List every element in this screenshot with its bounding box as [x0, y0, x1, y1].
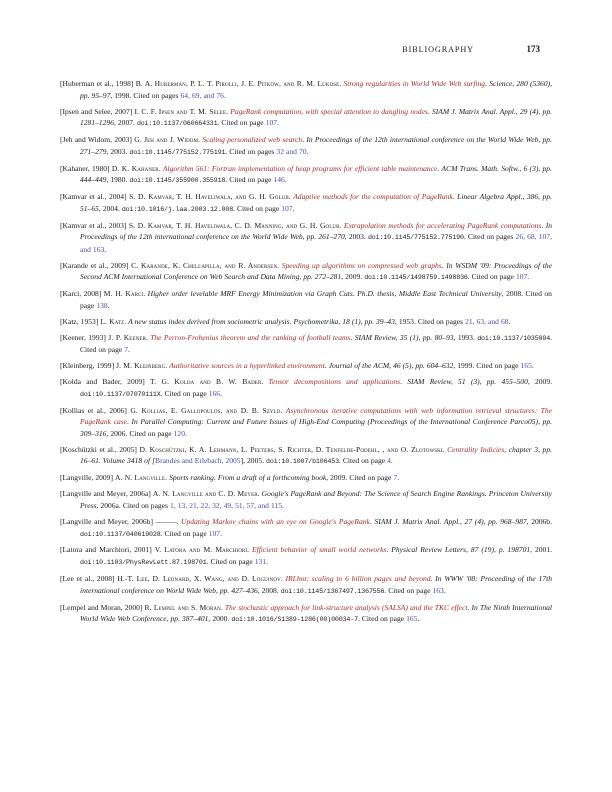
- entry-key: [Kollias et al., 2006]: [60, 405, 127, 415]
- entry-doi[interactable]: doi:10.1016/S1389-1286(00)00034-7: [231, 615, 358, 624]
- entry-year: 2003: [348, 232, 364, 242]
- entry-authors: R. Lempel and S. Moran: [144, 602, 221, 612]
- entry-cited-label: Cited on page: [210, 557, 253, 567]
- bibliography-entry: [Jeh and Widom, 2003] G. Jeh and J. Widom. Scaling personalized web search. In Proceedings of the 12th international conference on the World Wide Web, pp. 271–279, 2003. doi:10.1145/775152.775191. Cited on pages 32 and 70.: [60, 135, 552, 156]
- bibliography-entry: [Lempel and Moran, 2000] R. Lempel and S. Moran. The stochastic approach for link-structure analysis (SALSA) and the TKC effect. In The Ninth International World Wide Web Conference, pp. 387–401, 2000. doi:10.1016/S1389-1286(00)00034-7. Cited on page 165.: [60, 602, 552, 624]
- entry-key: [Lempel and Moran, 2000]: [60, 602, 143, 612]
- entry-cited-label: Cited on page: [388, 585, 431, 595]
- entry-authors: H.-T. Lee, D. Leonard, X. Wang, and D. Loguinov: [117, 574, 281, 584]
- entry-doi[interactable]: doi:10.1137/1035004: [477, 333, 551, 342]
- entry-cited-pages[interactable]: 107: [265, 118, 278, 128]
- entry-title: Higher order levelable MRF Energy Minimization via Graph Cuts: [147, 289, 353, 299]
- bibliography-entry: [Lee et al., 2008] H.-T. Lee, D. Leonard, X. Wang, and D. Loguinov. IRLbot: scaling to 6 billion pages and beyond. In WWW '08: Proceeding of the 17th international conference on World Wide Web, pp. 427–436, 2008. doi:10.1145/1367497.1367556. Cited on page 163.: [60, 574, 552, 595]
- entry-cited-label: Cited on pages: [133, 90, 179, 100]
- entry-cited-label: Cited on page: [342, 456, 386, 466]
- entry-title: A new status index derived from sociometric analysis: [128, 316, 290, 326]
- entry-cited-pages[interactable]: 1, 13, 21, 22, 32, 49, 51, 57, and 115: [170, 500, 282, 510]
- entry-doi[interactable]: doi:10.1137/060664331: [136, 119, 218, 128]
- entry-authors: G. Jeh and J. Widom: [134, 135, 199, 145]
- entry-venue: In WSDM '09: Proceedings of the Second ACM International Conference on Web Search and Data Mining, pp. 272–281: [80, 260, 552, 282]
- entry-cited-label: Cited on page: [164, 388, 207, 398]
- entry-authors-repeat-dash: ———: [155, 516, 177, 526]
- entry-year: 2009: [330, 473, 346, 483]
- entry-cited-pages[interactable]: 107: [208, 528, 221, 538]
- entry-venue: In Proceedings of the 12th international conference on the World Wide Web, pp. 271–279: [80, 135, 552, 156]
- entry-venue: Linear Algebra Appl., 386, pp. 51–65: [80, 192, 552, 213]
- entry-cited-pages[interactable]: 26, 68, 107, and 163: [80, 232, 552, 254]
- entry-cited-label: Cited on page: [229, 175, 272, 185]
- entry-key: [Kleinberg, 1999]: [60, 361, 115, 371]
- entry-cited-pages[interactable]: 165: [520, 361, 532, 371]
- entry-title[interactable]: Strong regularities in World Wide Web surfing: [343, 79, 486, 88]
- entry-key: [Jeh and Widom, 2003]: [60, 135, 132, 145]
- entry-cited-pages[interactable]: 163: [432, 585, 444, 595]
- entry-year: 2001: [535, 545, 551, 555]
- entry-cited-label: Cited on page: [80, 289, 552, 310]
- running-head-title: BIBLIOGRAPHY: [402, 45, 474, 54]
- bibliography-entry: [Kolda and Bader, 2009] T. G. Kolda and B. W. Bader. Tensor decompositions and applications. SIAM Review, 51 (3), pp. 455–500, 2009. doi:10.1137/07070111X. Cited on page 166.: [60, 377, 552, 398]
- entry-authors: S. D. Kamvar, T. H. Haveliwala, and G. H. Golub: [129, 192, 289, 202]
- entry-key: [Katz, 1953]: [60, 316, 99, 326]
- entry-key: [Kahaner, 1980]: [60, 163, 110, 173]
- entry-cited-label: Cited on page: [80, 345, 123, 355]
- bibliography-entry: [Langville and Meyer, 2006a] A. N. Langville and C. D. Meyer. Google's PageRank and Beyond: The Science of Search Engine Rankings. Princeton University Press, 2006a. Cited on pages 1, 13, 21, 22, 32, 49, 51, 57, and 115.: [60, 489, 552, 510]
- entry-doi[interactable]: doi:10.1145/355900.355918: [129, 176, 226, 185]
- entry-key: [Huberman et al., 1998]: [60, 79, 134, 88]
- entry-cited-label: Cited on page: [221, 118, 264, 128]
- bibliography-entry: [Kahaner, 1980] D. K. Kahaner. Algorithm 561: Fortran implementation of heap programs for efficient table maintenance. ACM Trans. Math. Softw., 6 (3), pp. 444–449, 1980. doi:10.1145/355900.355918. Cited on page 146.: [60, 163, 552, 185]
- entry-title[interactable]: Efficient behavior of small world networks: [252, 545, 387, 555]
- entry-key: [Ipsen and Selee, 2007]: [60, 106, 133, 116]
- bibliography-entry: [Huberman et al., 1998] B. A. Huberman, P. L. T. Pirolli, J. E. Pitkow, and R. M. Lukose. Strong regularities in World Wide Web surfing. Science, 280 (5360), pp. 95–97, 1998. Cited on pages 64, 69, and 76.: [60, 79, 552, 100]
- entry-doi[interactable]: doi:10.1145/775152.775191: [129, 147, 226, 156]
- entry-title[interactable]: IRLbot: scaling to 6 billion pages and beyond: [285, 574, 431, 584]
- entry-title[interactable]: Centrality Indicies: [447, 444, 505, 454]
- entry-cited-label: Cited on page: [361, 614, 405, 624]
- entry-venue: Journal of the ACM, 46 (5), pp. 604–632: [328, 361, 454, 371]
- entry-crossref-link[interactable]: Brandes and Erlebach, 2005: [155, 456, 241, 466]
- entry-venue: Psychometrika, 18 (1), pp. 39–43: [293, 316, 395, 326]
- entry-key: [Lee et al., 2008]: [60, 574, 115, 584]
- entry-cited-pages[interactable]: 7: [393, 473, 398, 483]
- entry-doi[interactable]: doi:10.1137/040619028: [80, 529, 161, 538]
- entry-year: 1993: [457, 332, 473, 342]
- entry-venue: In Proceedings of the 12th international conference on the World Wide Web, pp. 261–270: [80, 220, 552, 242]
- entry-cited-label: Cited on page: [349, 473, 392, 483]
- entry-year: 2006b: [531, 516, 551, 526]
- bibliography-entry: [Keener, 1993] J. P. Keener. The Perron-Frobenius theorem and the ranking of football teams. SIAM Review, 35 (1), pp. 80–93, 1993. doi:10.1137/1035004. Cited on page 7.: [60, 332, 552, 355]
- entry-cited-pages[interactable]: 4: [387, 456, 391, 466]
- entry-doi[interactable]: doi:10.1016/j.laa.2003.12.008: [121, 204, 234, 213]
- entry-cited-label: Cited on pages: [417, 316, 464, 326]
- entry-venue: SIAM Review, 35 (1), pp. 80–93: [354, 332, 454, 342]
- entry-key: [Karci, 2008]: [60, 289, 102, 299]
- bibliography-entry: [Langville and Meyer, 2006b] ———. Updating Markov chains with an eye on Google's PageRank. SIAM J. Matrix Anal. Appl., 27 (4), pp. 968–987, 2006b. doi:10.1137/040619028. Cited on page 107.: [60, 516, 552, 538]
- entry-title[interactable]: PageRank computation, with special attention to dangling nodes: [230, 106, 428, 116]
- entry-year: 2008: [506, 289, 522, 299]
- entry-title: Google's PageRank and Beyond: The Science of Search Engine Rankings: [261, 489, 485, 499]
- entry-key: [Karande et al., 2009]: [60, 260, 129, 270]
- entry-cited-pages[interactable]: 107: [281, 203, 293, 213]
- entry-cited-label: Cited on page: [476, 361, 519, 371]
- entry-venue: SIAM J. Matrix Anal. Appl., 27 (4), pp. 968–987: [374, 516, 527, 526]
- entry-venue: From a draft of a forthcoming book: [217, 473, 327, 483]
- entry-doi[interactable]: doi:10.1007/b106453: [266, 457, 339, 466]
- entry-cited-pages[interactable]: 64, 69, and 76: [180, 90, 224, 100]
- entry-doi[interactable]: doi:10.1103/PhysRevLett.87.198701: [80, 558, 207, 567]
- entry-title[interactable]: Speeding up algorithms on compressed web graphs: [281, 260, 442, 270]
- entry-year: 2003: [110, 146, 126, 156]
- bibliography-entry: [Koschützki et al., 2005] D. Koschützki, K. A. Lehmann, L. Peeters, S. Richter, D. Tenfelde-Podehl, , and O. Zlotowski. Centrality Indicies, chapter 3, pp. 16–61. Volume 3418 of [Brandes and Erlebach, 2005], 2005. doi:10.1007/b106453. Cited on page 4.: [60, 444, 552, 466]
- entry-cited-label: Cited on page: [129, 428, 172, 438]
- bibliography-entry: [Karci, 2008] M. H. Karci. Higher order levelable MRF Energy Minimization via Graph Cuts. Ph.D. thesis, Middle East Technical University, 2008. Cited on page 138.: [60, 289, 552, 310]
- entry-cited-pages[interactable]: 138: [96, 300, 108, 310]
- entry-venue: Science, 280 (5360), pp. 95–97: [80, 79, 552, 100]
- entry-venue: Physical Review Letters, 87 (19), p. 198701: [391, 545, 531, 555]
- entry-authors: V. Latora and M. Marchiori: [154, 545, 248, 555]
- entry-cited-pages[interactable]: 146: [273, 175, 285, 185]
- entry-authors: A. N. Langville: [115, 473, 166, 483]
- entry-title[interactable]: Authoritative sources in a hyperlinked environment: [169, 361, 325, 371]
- entry-authors: T. G. Kolda and B. W. Bader: [150, 377, 262, 387]
- entry-key: [Keener, 1993]: [60, 332, 106, 342]
- bibliography-entry: [Kamvar et al., 2004] S. D. Kamvar, T. H. Haveliwala, and G. H. Golub. Adaptive methods for the computation of PageRank. Linear Algebra Appl., 386, pp. 51–65, 2004. doi:10.1016/j.laa.2003.12.008. Cited on page 107.: [60, 192, 552, 213]
- entry-title[interactable]: Extrapolation methods for accelerating PageRank computations: [343, 220, 542, 230]
- entry-cited-label: Cited on pages: [467, 232, 514, 242]
- entry-venue-pre: , chapter 3, pp. 16–61. Volume 3418 of [: [80, 444, 552, 466]
- entry-venue: SIAM Review, 51 (3), pp. 455–500: [407, 377, 528, 387]
- entry-authors: D. K. Kahaner: [111, 163, 159, 173]
- entry-authors: G. Kollias, E. Gallopoulos, and D. B. Szyld: [130, 405, 281, 415]
- entry-doi[interactable]: doi:10.1145/1498759.1498836: [364, 273, 468, 282]
- entry-cited-label: Cited on page: [237, 203, 280, 213]
- entry-cited-label: Cited on page: [471, 272, 514, 282]
- entry-year: 1998: [114, 90, 130, 100]
- entry-authors: S. D. Kamvar, T. H. Haveliwala, C. D. Manning, and G. H. Golub: [128, 220, 340, 230]
- bibliography-entry: [Langville, 2009] A. N. Langville. Sports ranking. From a draft of a forthcoming book, 2009. Cited on page 7.: [60, 473, 400, 483]
- bibliography-entry: [Latora and Marchiori, 2001] V. Latora and M. Marchiori. Efficient behavior of small world networks. Physical Review Letters, 87 (19), p. 198701, 2001. doi:10.1103/PhysRevLett.87.198701. Cited on page 131.: [60, 545, 552, 567]
- entry-key: [Kamvar et al., 2003]: [60, 220, 127, 230]
- bibliography-entry: [Kollias et al., 2006] G. Kollias, E. Gallopoulos, and D. B. Szyld. Asynchronous iterative computations with web information retrieval structures: The PageRank case. In Parallel Computing: Current and Future Issues of High-End Computing (Proceedings of the International Conference Parco05), pp. 309–316, 2006. Cited on page 120.: [60, 405, 552, 438]
- entry-cited-pages[interactable]: 120: [173, 428, 185, 438]
- entry-title[interactable]: Algorithm 561: Fortran implementation of heap programs for efficient table maintenance: [162, 163, 438, 173]
- entry-key: [Kolda and Bader, 2009]: [60, 377, 145, 387]
- bibliography-entry: [Ipsen and Selee, 2007] I. C. F. Ipsen and T. M. Selee. PageRank computation, with special attention to dangling nodes. SIAM J. Matrix Anal. Appl., 29 (4), pp. 1281–1296, 2007. doi:10.1137/060664331. Cited on page 107.: [60, 106, 552, 128]
- entry-year: 2008: [261, 585, 277, 595]
- entry-venue: In Parallel Computing: Current and Future Issues of High-End Computing (Proceedings of the International Conference Parco05), pp. 309–316: [80, 417, 552, 438]
- entry-cited-label: Cited on page: [164, 528, 207, 538]
- bibliography-entry: [Kamvar et al., 2003] S. D. Kamvar, T. H. Haveliwala, C. D. Manning, and G. H. Golub. Extrapolation methods for accelerating PageRank computations. In Proceedings of the 12th international conference on the World Wide Web, pp. 261–270, 2003. doi:10.1145/775152.775190. Cited on pages 26, 68, 107, and 163.: [60, 220, 552, 254]
- entry-authors: L. Katz: [100, 316, 125, 326]
- entry-authors: I. C. F. Ipsen and T. M. Selee: [134, 106, 227, 116]
- bibliography-entry: [Karande et al., 2009] C. Karande, K. Chellapilla, and R. Andersen. Speeding up algorithms on compressed web graphs. In WSDM '09: Proceedings of the Second ACM International Conference on Web Search and Data Mining, pp. 272–281, 2009. doi:10.1145/1498759.1498836. Cited on page 107.: [60, 260, 552, 282]
- entry-year: 2006a: [100, 500, 119, 510]
- entry-venue: SIAM J. Matrix Anal. Appl., 29 (4), pp. 1281–1296: [80, 106, 552, 128]
- entry-key: [Langville and Meyer, 2006b]: [60, 516, 153, 526]
- bibliography-entry: [Kleinberg, 1999] J. M. Kleinberg. Authoritative sources in a hyperlinked environment. Journal of the ACM, 46 (5), pp. 604–632, 1999. Cited on page 165.: [60, 361, 534, 371]
- entry-year: 2009: [345, 272, 361, 282]
- entry-venue: In WWW '08: Proceeding of the 17th international conference on World Wide Web, pp. 427–436: [80, 574, 552, 595]
- page-folio-number: 173: [526, 44, 540, 54]
- entry-title[interactable]: Asynchronous iterative computations with web information retrieval structures: The PageRank case: [80, 405, 552, 427]
- bibliography-entry: [Katz, 1953] L. Katz. A new status index derived from sociometric analysis. Psychometrika, 18 (1), pp. 39–43, 1953. Cited on pages 21, 63, and 68.: [60, 316, 511, 326]
- entry-year: 2009: [535, 377, 551, 387]
- entry-title[interactable]: Tensor decompositions and applications: [268, 377, 401, 387]
- entry-title[interactable]: The Perron-Frobenius theorem and the ranking of football teams: [150, 332, 351, 342]
- entry-doi[interactable]: doi:10.1137/07070111X: [80, 389, 161, 398]
- entry-title[interactable]: Updating Markov chains with an eye on Google's PageRank: [181, 516, 370, 526]
- entry-key: [Latora and Marchiori, 2001]: [60, 545, 152, 555]
- entry-cited-pages[interactable]: 7: [124, 345, 129, 355]
- entry-year: 2007: [117, 118, 133, 128]
- entry-venue: ACM Trans. Math. Softw., 6 (3), pp. 444–449: [80, 163, 552, 185]
- entry-title[interactable]: The stochastic approach for link-structure analysis (SALSA) and the TKC effect: [224, 602, 468, 612]
- entry-venue: In The Ninth International World Wide Web Conference, pp. 387–401: [80, 602, 552, 624]
- entry-title[interactable]: Scaling personalized web search: [202, 135, 303, 145]
- entry-year: 1999: [457, 361, 473, 371]
- entry-authors: D. Koschützki, K. A. Lehmann, L. Peeters, S. Richter, D. Tenfelde-Podehl, , and O. Zlotowski: [139, 444, 443, 454]
- entry-authors: B. A. Huberman, P. L. T. Pirolli, J. E. Pitkow, and R. M. Lukose: [135, 79, 340, 88]
- running-head: [72, 44, 540, 58]
- entry-doi[interactable]: doi:10.1145/1367497.1367556: [280, 586, 385, 595]
- entry-cited-pages[interactable]: 166: [208, 388, 221, 398]
- entry-authors: A. N. Langville and C. D. Meyer: [152, 489, 258, 499]
- entry-year: 2006: [110, 428, 126, 438]
- entry-key: [Koschützki et al., 2005]: [60, 444, 137, 454]
- entry-authors: J. M. Kleinberg: [116, 361, 166, 371]
- entry-venue: Ph.D. thesis, Middle East Technical University: [357, 289, 502, 299]
- entry-cited-label: Cited on pages: [122, 500, 168, 510]
- entry-year: 1953: [398, 316, 414, 326]
- entry-key: [Langville and Meyer, 2006a]: [60, 489, 151, 499]
- entry-year: 2005: [247, 456, 263, 466]
- entry-key: [Kamvar et al., 2004]: [60, 192, 127, 202]
- entry-year: 2000: [212, 614, 228, 624]
- entry-cited-label: Cited on pages: [229, 146, 275, 156]
- entry-year: 1980: [110, 175, 126, 185]
- bibliography-entry-list: [60, 78, 552, 626]
- entry-title: Sports ranking: [169, 473, 214, 483]
- entry-title[interactable]: Adaptive methods for the computation of PageRank: [293, 192, 453, 202]
- entry-cited-pages[interactable]: 107: [515, 272, 528, 282]
- entry-venue: Princeton University Press: [80, 489, 552, 510]
- entry-authors: C. Karande, K. Chellapilla, and R. Andersen: [131, 260, 278, 270]
- entry-key: [Langville, 2009]: [60, 473, 113, 483]
- entry-cited-pages[interactable]: 21, 63, and 68: [465, 316, 509, 326]
- entry-cited-pages[interactable]: 131: [254, 557, 267, 567]
- entry-cited-pages[interactable]: 165: [406, 614, 418, 624]
- entry-authors: J. P. Keener: [108, 332, 146, 342]
- entry-doi[interactable]: doi:10.1145/775152.775190: [367, 233, 464, 242]
- entry-cited-pages[interactable]: 32 and 70: [276, 146, 307, 156]
- entry-authors: M. H. Karci: [103, 289, 144, 299]
- entry-year: 2004: [102, 203, 118, 213]
